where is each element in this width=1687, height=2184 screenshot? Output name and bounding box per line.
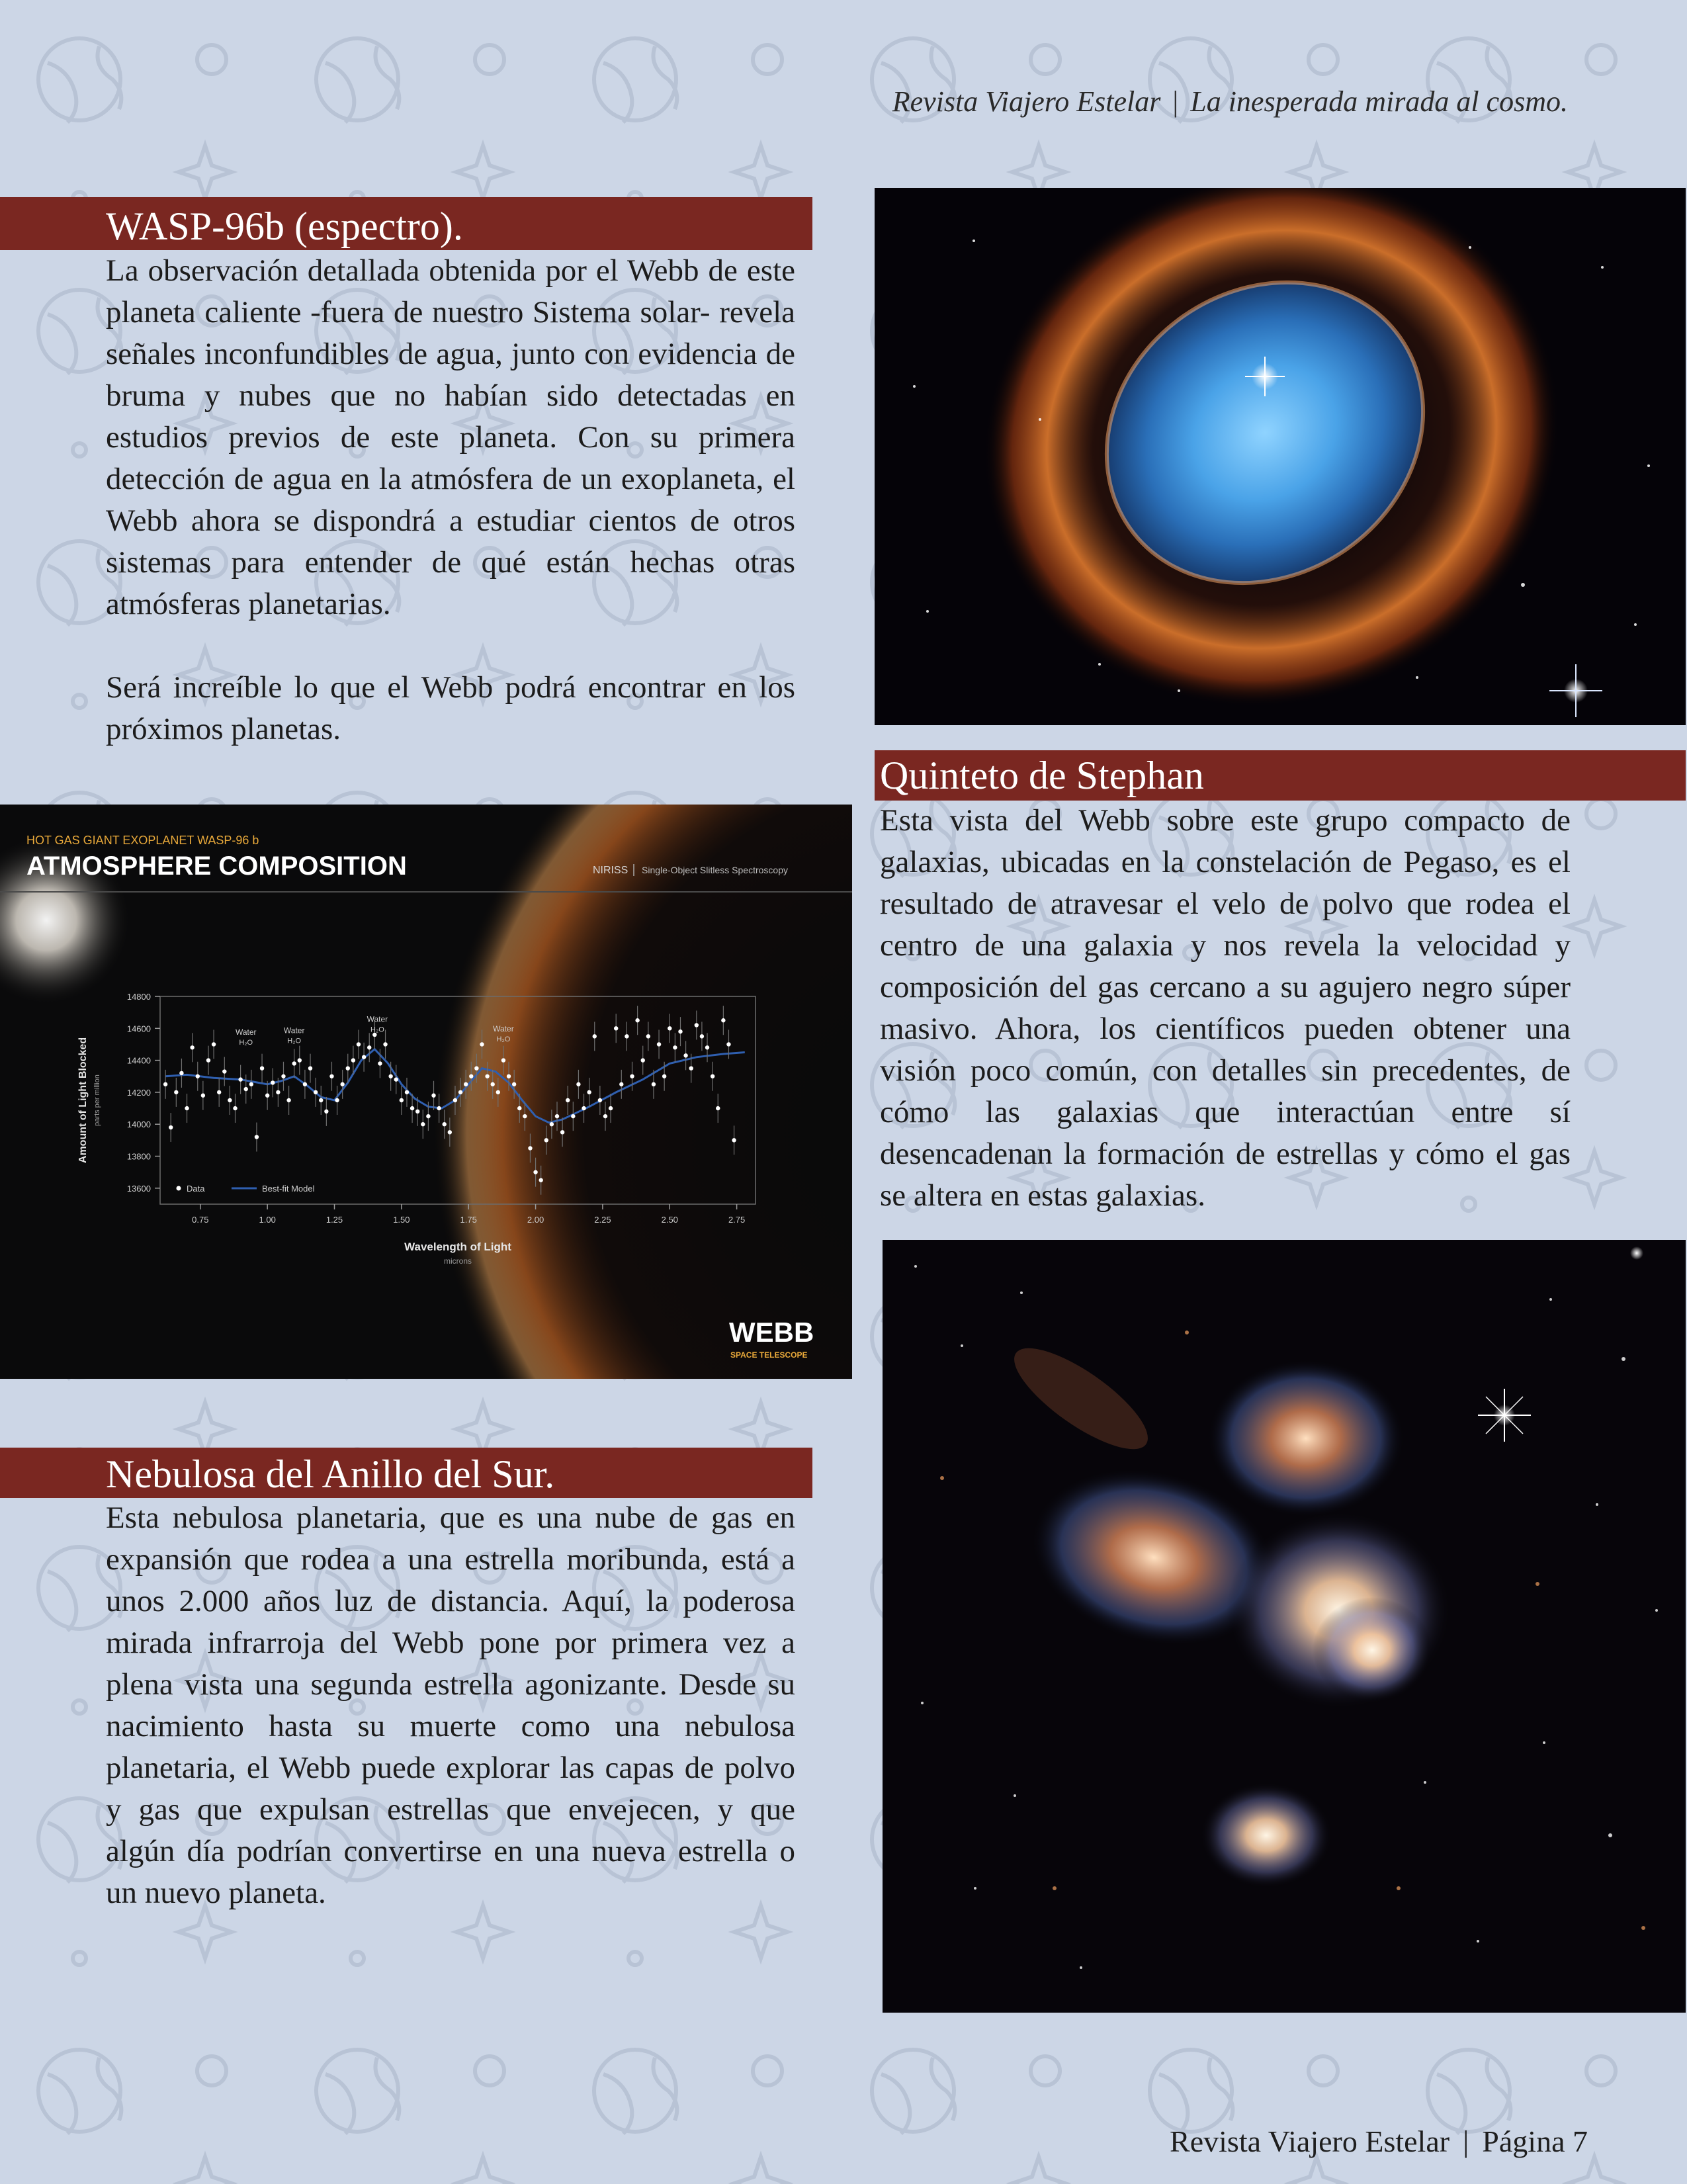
data-point xyxy=(212,1042,216,1046)
data-point xyxy=(443,1122,447,1126)
data-point xyxy=(662,1074,666,1078)
data-point xyxy=(582,1106,585,1110)
data-point xyxy=(716,1106,720,1110)
data-point xyxy=(555,1114,559,1118)
data-point xyxy=(523,1114,527,1118)
data-point xyxy=(303,1082,307,1086)
data-point xyxy=(576,1082,580,1086)
data-point xyxy=(598,1098,602,1102)
data-point xyxy=(329,1074,333,1078)
data-point xyxy=(517,1106,521,1110)
y-tick-label: 14600 xyxy=(126,1024,151,1034)
footer-magazine-name: Revista Viajero Estelar xyxy=(1170,2124,1450,2158)
data-point xyxy=(571,1114,575,1118)
data-point xyxy=(169,1125,173,1129)
data-point xyxy=(646,1034,650,1038)
data-point xyxy=(619,1082,623,1086)
legend-model-label: Best-fit Model xyxy=(262,1184,315,1194)
legend-data-marker xyxy=(177,1186,181,1191)
data-point xyxy=(673,1045,677,1049)
data-point xyxy=(190,1045,194,1049)
nebula-paragraph: Esta nebulosa planetaria, que es una nube de gas en expansión que rodea a una estrella moribunda, está a unos 2.000 años luz de distancia. Aquí, la poderosa mirada infrarroja del Webb pone por primera vez a plena vista una segunda estrella agonizante. Desde su nacimiento hasta su muerte como una nebulosa planetaria, el Webb puede explorar las capas de polvo y gas que expulsan estrellas que envejecen, y que algún día podrían convertirse en una nueva estrella o un nuevo planeta. xyxy=(106,1501,795,1910)
data-point xyxy=(587,1090,591,1094)
data-point xyxy=(400,1098,404,1102)
data-point xyxy=(700,1034,704,1038)
data-point xyxy=(421,1122,425,1126)
data-point xyxy=(652,1082,656,1086)
data-point xyxy=(351,1058,355,1062)
data-point xyxy=(405,1090,409,1094)
stephan-paragraph: Esta vista del Webb sobre este grupo compacto de galaxias, ubicadas en la constelación de Pegaso, es el resultado de atravesar el velo de polvo que rodea el centro de una galaxia y nos revela la velocidad y composición del gas cercano a su agujero negro súper masivo. Ahora, los científicos pueden obtener una visión poco común, con detalles sin precedentes, de cómo las galaxias que interactúan entre sí desencadenan la formación de estrellas y cómo el gas se altera en estas galaxias. xyxy=(880,803,1571,1213)
data-point xyxy=(185,1106,189,1110)
stephan-section-title: Quinteto de Stephan xyxy=(880,754,1204,797)
data-point xyxy=(603,1114,607,1118)
data-point xyxy=(324,1110,328,1114)
x-axis-title: Wavelength of Light xyxy=(404,1241,511,1253)
data-point xyxy=(560,1130,564,1134)
y-tick-label: 14000 xyxy=(126,1119,151,1130)
data-point xyxy=(630,1074,634,1078)
data-point xyxy=(426,1114,430,1118)
data-point xyxy=(732,1138,736,1142)
data-point xyxy=(614,1026,618,1030)
southern-ring-nebula-image xyxy=(875,188,1686,725)
data-point xyxy=(233,1106,237,1110)
data-point xyxy=(346,1066,350,1070)
footer-separator: | xyxy=(1463,2124,1469,2158)
data-point xyxy=(474,1066,478,1070)
data-point xyxy=(271,1080,275,1084)
data-point xyxy=(383,1042,387,1046)
wasp-section-title: WASP-96b (espectro). xyxy=(106,204,463,248)
water-annotation-formula: H₂O xyxy=(496,1035,511,1044)
data-point xyxy=(335,1098,339,1102)
x-tick-label: 0.75 xyxy=(192,1215,209,1225)
x-axis-subtitle: microns xyxy=(443,1256,472,1266)
data-point xyxy=(265,1094,269,1098)
data-point xyxy=(357,1042,361,1046)
data-point xyxy=(292,1061,296,1065)
data-point xyxy=(249,1082,253,1086)
data-point xyxy=(678,1029,682,1033)
x-tick-label: 1.50 xyxy=(393,1215,410,1225)
data-point xyxy=(217,1090,221,1094)
nebula-body xyxy=(106,1497,795,1914)
data-point xyxy=(683,1053,687,1057)
data-point xyxy=(238,1077,242,1081)
data-point xyxy=(378,1061,382,1065)
data-point xyxy=(657,1042,661,1046)
y-axis-subtitle: parts per million xyxy=(93,1074,101,1126)
header-magazine-name: Revista Viajero Estelar xyxy=(892,85,1161,118)
data-point xyxy=(609,1106,613,1110)
data-point xyxy=(705,1045,709,1049)
infographic-headline: ATMOSPHERE COMPOSITION xyxy=(26,852,407,881)
data-point xyxy=(496,1090,500,1094)
data-point xyxy=(319,1098,323,1102)
page-number: Página 7 xyxy=(1482,2124,1588,2158)
y-tick-label: 13800 xyxy=(126,1151,151,1162)
data-point xyxy=(228,1098,232,1102)
data-point xyxy=(394,1077,398,1081)
wasp-paragraph-1: La observación detallada obtenida por el Webb de este planeta caliente -fuera de nuestro Sistema solar- revela señales inconfundibles de agua, junto con evidencia de bruma y nubes que no habían sido detectadas en estudios previos de este planeta. Con su primera detección de agua en la atmósfera de un exoplaneta, el Webb ahora se dispondrá a estudiar cientos de otros sistemas para entender de qué están hechas otras atmósferas planetarias. xyxy=(106,253,795,621)
wasp96b-infographic xyxy=(0,805,852,1379)
infographic-mode: Single-Object Slitless Spectroscopy xyxy=(642,865,788,875)
data-point xyxy=(544,1138,548,1142)
data-point xyxy=(308,1066,312,1070)
data-point xyxy=(286,1098,290,1102)
data-point xyxy=(689,1066,693,1070)
x-tick-label: 2.25 xyxy=(594,1215,611,1225)
running-footer xyxy=(1170,2124,1588,2159)
data-point xyxy=(485,1074,489,1078)
water-annotation-formula: H₂O xyxy=(239,1038,253,1047)
x-tick-label: 1.00 xyxy=(259,1215,276,1225)
data-point xyxy=(539,1178,542,1182)
water-annotation-formula: H₂O xyxy=(370,1026,384,1034)
data-point xyxy=(244,1087,248,1091)
y-tick-label: 13600 xyxy=(126,1183,151,1194)
data-point xyxy=(625,1034,628,1038)
running-header xyxy=(892,85,1568,118)
data-point xyxy=(695,1023,699,1027)
water-annotation-formula: H₂O xyxy=(287,1037,302,1045)
data-point xyxy=(437,1106,441,1110)
data-point xyxy=(314,1090,318,1094)
data-point xyxy=(528,1146,532,1150)
data-point xyxy=(276,1090,280,1094)
wasp-paragraph-2: Será increíble lo que el Webb podrá encontrar en los próximos planetas. xyxy=(106,670,795,746)
data-point xyxy=(179,1071,183,1075)
webb-logo-text: WEBB xyxy=(729,1317,814,1348)
data-point xyxy=(593,1034,597,1038)
x-tick-label: 2.00 xyxy=(527,1215,544,1225)
data-point xyxy=(507,1074,511,1078)
wasp-body xyxy=(106,250,795,750)
infographic-instrument: NIRISS xyxy=(593,865,628,876)
data-point xyxy=(635,1018,639,1022)
x-tick-label: 2.50 xyxy=(661,1215,678,1225)
data-point xyxy=(196,1074,200,1078)
water-annotation-label: Water xyxy=(283,1026,305,1035)
data-point xyxy=(431,1094,435,1098)
data-point xyxy=(711,1074,714,1078)
water-annotation-label: Water xyxy=(493,1024,514,1034)
water-annotation-label: Water xyxy=(367,1014,388,1024)
data-point xyxy=(480,1042,484,1046)
atmosphere-chart xyxy=(0,805,852,1379)
data-point xyxy=(566,1098,570,1102)
header-separator: | xyxy=(1172,85,1179,118)
y-tick-label: 14800 xyxy=(126,992,151,1002)
legend-data-label: Data xyxy=(187,1184,205,1194)
data-point xyxy=(201,1094,205,1098)
x-tick-label: 2.75 xyxy=(728,1215,746,1225)
data-point xyxy=(367,1045,371,1049)
data-point xyxy=(641,1058,645,1062)
data-point xyxy=(550,1122,554,1126)
data-point xyxy=(415,1110,419,1114)
data-point xyxy=(260,1066,264,1070)
header-tagline: La inesperada mirada al cosmo. xyxy=(1190,85,1568,118)
data-point xyxy=(222,1069,226,1073)
data-point xyxy=(721,1018,725,1022)
stephans-quintet-image xyxy=(883,1240,1686,2013)
x-tick-label: 1.25 xyxy=(325,1215,343,1225)
data-point xyxy=(726,1042,730,1046)
data-point xyxy=(533,1170,537,1174)
y-tick-label: 14200 xyxy=(126,1087,151,1098)
data-point xyxy=(174,1090,178,1094)
nebula-section-title: Nebulosa del Anillo del Sur. xyxy=(106,1452,555,1496)
data-point xyxy=(464,1082,468,1086)
data-point xyxy=(491,1082,495,1086)
y-axis-title: Amount of Light Blocked xyxy=(77,1037,89,1164)
data-point xyxy=(388,1074,392,1078)
data-point xyxy=(501,1058,505,1062)
data-point xyxy=(448,1130,452,1134)
data-point xyxy=(469,1074,473,1078)
water-annotation-label: Water xyxy=(235,1027,257,1037)
data-point xyxy=(281,1074,285,1078)
infographic-kicker: HOT GAS GIANT EXOPLANET WASP-96 b xyxy=(26,834,259,847)
data-point xyxy=(163,1082,167,1086)
data-point xyxy=(255,1135,259,1139)
data-point xyxy=(340,1082,344,1086)
y-tick-label: 14400 xyxy=(126,1055,151,1066)
data-point xyxy=(410,1106,414,1110)
data-point xyxy=(298,1058,302,1062)
data-point xyxy=(453,1098,457,1102)
data-point xyxy=(668,1026,671,1030)
stephan-body xyxy=(880,800,1571,1217)
data-point xyxy=(362,1055,366,1059)
x-tick-label: 1.75 xyxy=(460,1215,477,1225)
webb-logo-subtext: SPACE TELESCOPE xyxy=(730,1350,808,1360)
data-point xyxy=(458,1090,462,1094)
data-point xyxy=(206,1058,210,1062)
data-point xyxy=(512,1082,516,1086)
